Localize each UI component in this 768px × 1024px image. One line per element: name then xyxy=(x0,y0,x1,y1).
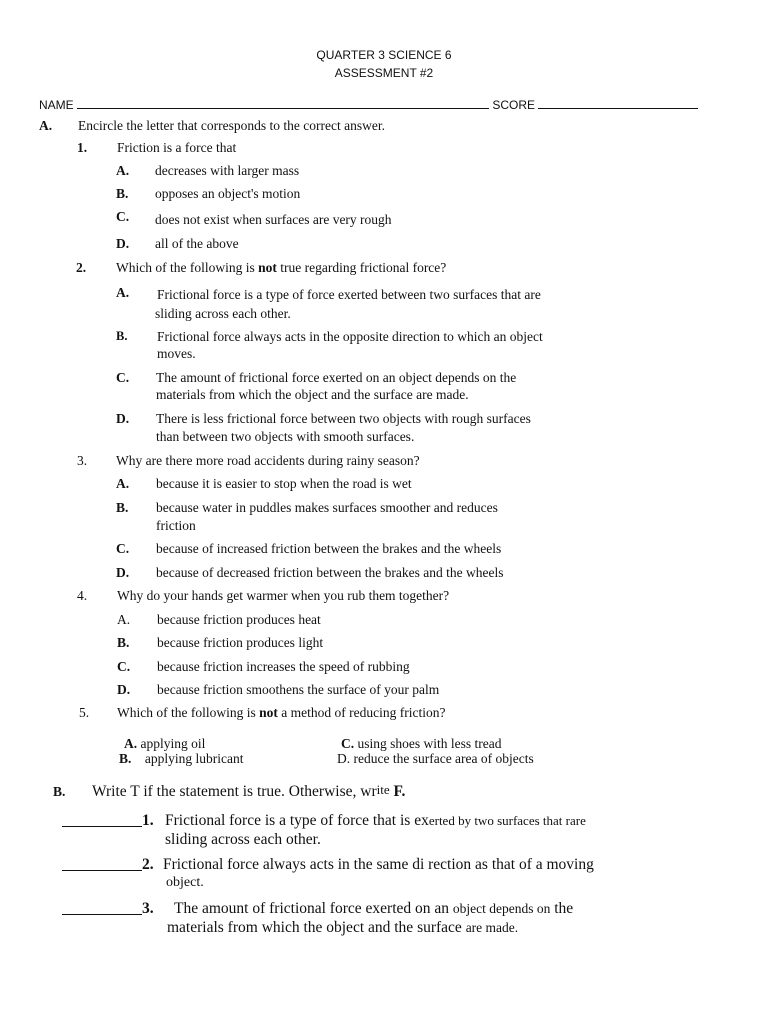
score-blank[interactable] xyxy=(538,96,698,109)
choice-text: does not exist when surfaces are very rough xyxy=(155,212,392,227)
question-number: 4. xyxy=(77,588,88,603)
choice-text: because of increased friction between the brakes and the wheels xyxy=(156,541,502,556)
choice-text: because friction smoothens the surface of your palm xyxy=(157,682,440,697)
part-b-instruction: Write T if the statement is true. Otherwise, write F. xyxy=(92,782,406,800)
choice-text: applying oil xyxy=(140,736,206,751)
choice-option[interactable] xyxy=(124,736,205,752)
choice-option[interactable] xyxy=(119,751,244,767)
choice-letter[interactable]: D. xyxy=(117,682,131,697)
choice-letter[interactable]: B. xyxy=(116,329,128,343)
score-label: SCORE xyxy=(492,98,536,112)
item-number: 2. xyxy=(142,856,154,873)
choice-letter[interactable]: D. xyxy=(116,236,130,251)
choice-letter: B. xyxy=(119,751,132,766)
item-number: 1. xyxy=(142,812,154,829)
choice-option[interactable] xyxy=(337,751,534,767)
choice-text: because water in puddles makes surfaces smoother and reduces xyxy=(156,500,498,515)
answer-row xyxy=(62,900,142,920)
item-text: Frictional force always acts in the same di rection as that of a moving xyxy=(163,856,594,873)
choice-letter[interactable]: A. xyxy=(117,612,131,627)
choice-text: There is less frictional force between two objects with rough surfaces xyxy=(156,411,531,426)
choice-letter[interactable]: B. xyxy=(116,500,129,515)
choice-letter: C. xyxy=(341,736,355,751)
choice-letter[interactable]: A. xyxy=(116,476,130,491)
choice-letter[interactable]: D. xyxy=(116,565,130,580)
choice-text: reduce the surface area of objects xyxy=(353,751,534,766)
question-number: 3. xyxy=(77,453,88,468)
item-text-cont: sliding across each other. xyxy=(165,831,321,848)
page-subtitle: ASSESSMENT #2 xyxy=(334,66,434,80)
choice-letter[interactable]: D. xyxy=(116,411,130,426)
choice-text-cont: than between two objects with smooth surfaces. xyxy=(156,429,415,444)
choice-text: decreases with larger mass xyxy=(155,163,300,178)
question-text: Friction is a force that xyxy=(117,140,237,155)
name-blank[interactable] xyxy=(77,96,489,109)
item-text-cont: object. xyxy=(166,875,204,890)
choice-text-cont: materials from which the object and the surface are made. xyxy=(156,387,469,402)
choice-letter[interactable]: C. xyxy=(116,209,130,224)
choice-text: because it is easier to stop when the road is wet xyxy=(156,476,412,491)
question-text: Why are there more road accidents during rainy season? xyxy=(116,453,420,468)
choice-text: opposes an object's motion xyxy=(155,186,301,201)
question-text: Which of the following is not a method of reducing friction? xyxy=(117,705,446,720)
question-number: 1. xyxy=(77,140,88,155)
choice-text: because friction produces heat xyxy=(157,612,321,627)
part-b-label: B. xyxy=(53,784,66,799)
choice-text: using shoes with less tread xyxy=(357,736,502,751)
choice-letter[interactable]: C. xyxy=(116,541,130,556)
answer-row xyxy=(62,856,142,876)
choice-letter[interactable]: C. xyxy=(116,370,130,385)
item-number: 3. xyxy=(142,900,154,917)
answer-blank[interactable] xyxy=(62,900,142,915)
choice-text: Frictional force always acts in the opposite direction to which an object xyxy=(157,329,543,344)
choice-option[interactable] xyxy=(341,736,502,752)
part-a-instruction: Encircle the letter that corresponds to the correct answer. xyxy=(78,118,385,133)
item-text: Frictional force is a type of force that is exerted by two surfaces that rare xyxy=(165,812,586,829)
choice-text-cont: friction xyxy=(156,518,196,533)
answer-row xyxy=(62,812,142,832)
question-text: Which of the following is not true regarding frictional force? xyxy=(116,260,447,275)
choice-text: because friction produces light xyxy=(157,635,324,650)
name-row xyxy=(39,96,698,112)
choice-text-cont: moves. xyxy=(157,346,196,361)
choice-letter[interactable]: A. xyxy=(116,163,130,178)
choice-text: because friction increases the speed of rubbing xyxy=(157,659,410,674)
choice-text-cont: sliding across each other. xyxy=(155,306,291,321)
question-text: Why do your hands get warmer when you rub them together? xyxy=(117,588,450,603)
item-text-cont: materials from which the object and the surface are made. xyxy=(167,919,519,936)
choice-text: Frictional force is a type of force exerted between two surfaces that are xyxy=(157,287,541,302)
choice-letter: A. xyxy=(124,736,138,751)
question-number: 2. xyxy=(76,260,87,275)
choice-letter[interactable]: B. xyxy=(116,186,129,201)
choice-text: The amount of frictional force exerted on an object depends on the xyxy=(156,370,517,385)
choice-text: applying lubricant xyxy=(144,751,244,766)
part-a-label: A. xyxy=(39,118,53,133)
question-number: 5. xyxy=(79,705,90,720)
choice-text: all of the above xyxy=(155,236,239,251)
choice-letter: D. xyxy=(337,751,351,766)
answer-blank[interactable] xyxy=(62,856,142,871)
choice-letter[interactable]: B. xyxy=(117,635,130,650)
page-title: QUARTER 3 SCIENCE 6 xyxy=(316,48,452,62)
choice-letter[interactable]: A. xyxy=(116,285,130,300)
answer-blank[interactable] xyxy=(62,812,142,827)
choice-letter[interactable]: C. xyxy=(117,659,131,674)
item-text: The amount of frictional force exerted on an object depends on the xyxy=(174,900,574,917)
choice-text: because of decreased friction between the brakes and the wheels xyxy=(156,565,504,580)
name-label: NAME xyxy=(39,98,74,112)
